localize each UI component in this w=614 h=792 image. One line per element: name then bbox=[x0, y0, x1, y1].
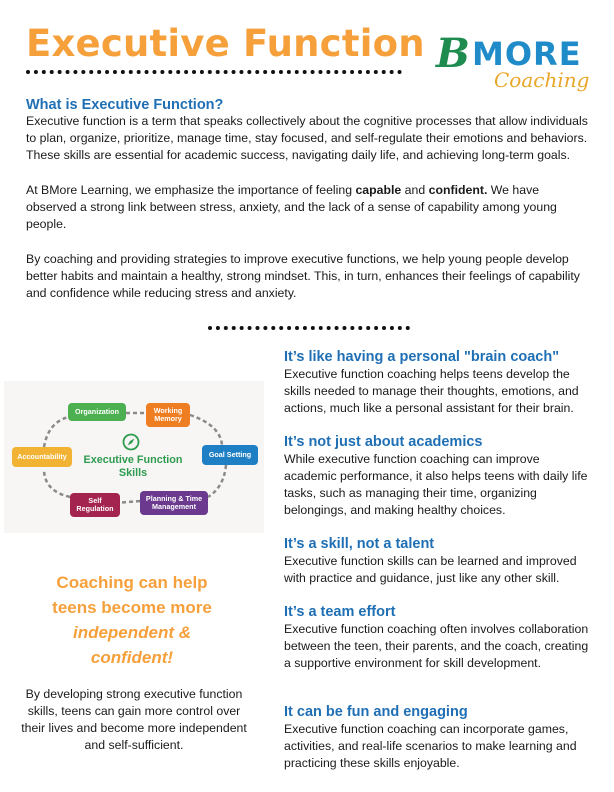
self-regulation-line1: Self bbox=[88, 495, 102, 505]
callout-line-3: independent & bbox=[72, 623, 192, 642]
logo-more: MORE bbox=[472, 35, 582, 73]
section-4-body: Executive function coaching often involves collaboration between the teen, their parents, and the coach, creating a supportive environment for skill development. bbox=[284, 622, 589, 670]
section-1-heading: It’s like having a personal "brain coach" bbox=[284, 349, 560, 365]
organization-label: Organization bbox=[75, 406, 119, 416]
section-1-body: Executive function coaching helps teens develop the skills needed to manage their thoughts, emotions, and actions, much like a personal assistant for their brain. bbox=[284, 367, 579, 415]
compass-icon bbox=[122, 433, 140, 451]
working-memory-line2: Memory bbox=[154, 414, 182, 423]
goal-setting-node bbox=[202, 445, 258, 465]
planning-line2: Management bbox=[152, 502, 196, 511]
callout-line-1: Coaching can help bbox=[56, 573, 208, 592]
para2-capable: capable bbox=[355, 183, 402, 197]
planning-node bbox=[140, 491, 208, 515]
coaching-callout bbox=[20, 570, 244, 670]
self-regulation-node bbox=[70, 493, 120, 517]
callout-line-4: confident! bbox=[90, 648, 174, 667]
section-5-heading: It can be fun and engaging bbox=[284, 704, 468, 720]
executive-function-diagram bbox=[4, 381, 264, 533]
callout-line-2: teens become more bbox=[52, 598, 212, 617]
bmore-coaching-logo bbox=[432, 28, 590, 102]
page-title: Executive Function bbox=[26, 22, 425, 65]
diagram-center-title: Executive Function Skills bbox=[83, 454, 183, 479]
goal-setting-label: Goal Setting bbox=[208, 449, 252, 459]
working-memory-node bbox=[146, 403, 190, 427]
para2-confident: confident. bbox=[428, 183, 488, 197]
intro-paragraph-2 bbox=[26, 182, 592, 233]
logo-coaching: Coaching bbox=[494, 68, 590, 92]
summary-paragraph: By developing strong executive function skills, teens can gain more control over their lives and become more independent and self-sufficient. bbox=[21, 687, 247, 752]
para2-part-e: We have observed a strong link between stress, anxiety, and the lack of a sense of capability among young people. bbox=[26, 183, 557, 231]
accountability-label: Accountability bbox=[17, 451, 67, 461]
working-memory-line1: Working bbox=[153, 405, 183, 415]
intro-paragraph-1: Executive function is a term that speaks collectively about the cognitive processes that allow individuals to plan, organize, prioritize, manage time, stay focused, and self-regulate their emotions and behaviors. These skills are essential for academic success, navigating daily life, and achieving long-term goals. bbox=[26, 114, 588, 162]
planning-line1: Planning & Time bbox=[145, 493, 203, 503]
intro-paragraph-3: By coaching and providing strategies to improve executive functions, we help young people develop better habits and maintain a healthy, strong mindset. This, in turn, enhances their feelings of capability and confidence while reducing stress and anxiety. bbox=[26, 252, 580, 300]
self-regulation-line2: Regulation bbox=[76, 504, 114, 513]
organization-node bbox=[68, 403, 126, 421]
para2-part-a: At BMore Learning, we emphasize the importance of feeling bbox=[26, 183, 356, 197]
section-3-heading: It’s a skill, not a talent bbox=[284, 536, 435, 552]
section-4-heading: It’s a team effort bbox=[284, 604, 396, 620]
accountability-node bbox=[12, 447, 72, 467]
para2-part-c: and bbox=[401, 183, 429, 197]
intro-heading: What is Executive Function? bbox=[26, 97, 224, 113]
section-divider bbox=[208, 326, 410, 330]
title-divider bbox=[26, 70, 402, 74]
section-5-body: Executive function coaching can incorporate games, activities, and real-life scenarios to make learning and practicing these skills enjoyable. bbox=[284, 722, 577, 770]
logo-b: B bbox=[436, 30, 470, 77]
section-3-body: Executive function skills can be learned and improved with practice and guidance, just like any other skill. bbox=[284, 554, 577, 585]
section-2-heading: It’s not just about academics bbox=[284, 434, 483, 450]
section-2-body: While executive function coaching can improve academic performance, it also helps teens with daily life tasks, such as managing their time, organizing belongings, and making healthy choices. bbox=[284, 452, 588, 517]
